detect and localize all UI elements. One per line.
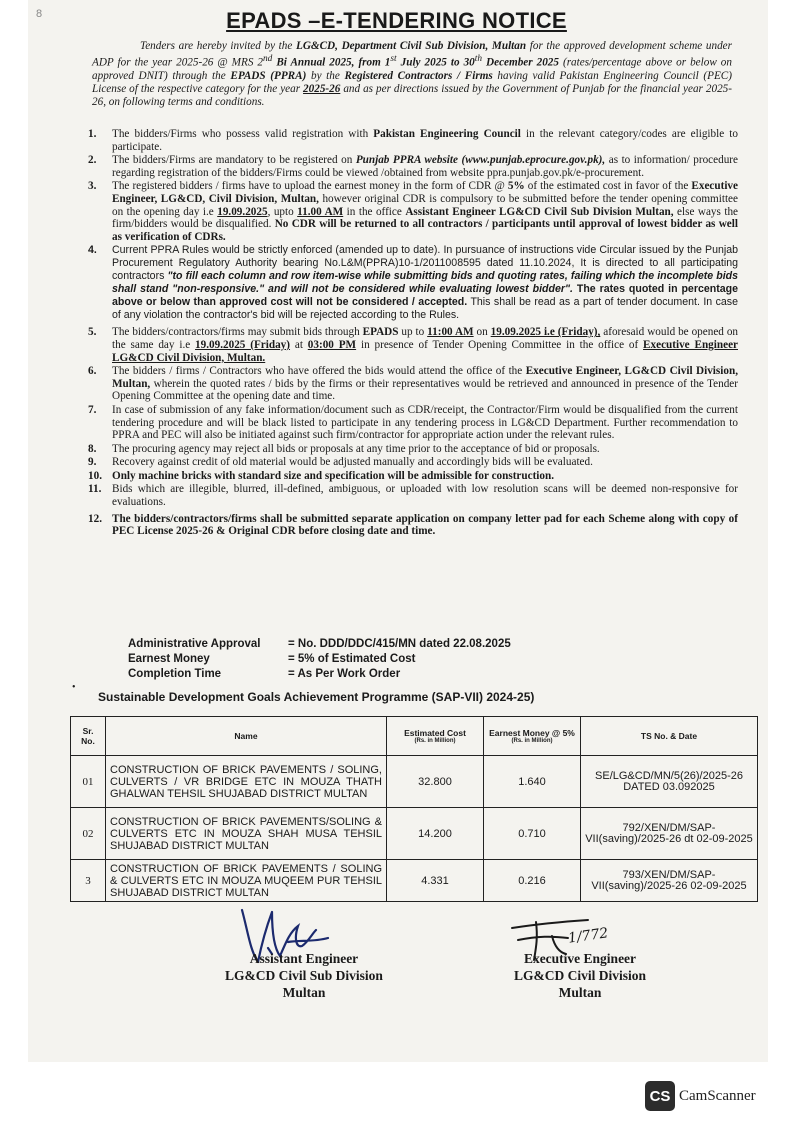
- table-row: [71, 756, 758, 808]
- camscanner-text: CamScanner: [679, 1087, 756, 1104]
- term-3: 3. The registered bidders / firms have to upload the earnest money in the form of CDR @ 5% of the estimated cost in favor of the Executive Engineer, LG&CD, Civil Division, Multan, however original CDR is compulsory to be submitted before the tender opening committee on the opening day i.e 19.09.2025, upto 11.00 AM in the office Assistant Engineer LG&CD Civil Sub Division Multan, else ways the firm/bidders would be disqualified. No CDR will be returned to all contractors / participants until approval of lowest bidder as well as verification of CDRs.: [88, 180, 739, 243]
- row-earnest: 1.640: [484, 756, 581, 808]
- camscanner-logo-icon: CS: [645, 1081, 675, 1111]
- term-11: 11. Bids which are illegible, blurred, ill-defined, ambiguous, or uploaded with low resolution scans will be deemed non-responsive for evaluations.: [88, 483, 738, 509]
- header-estimated-cost: Estimated Cost (Rs. in Million): [387, 717, 484, 756]
- table-header-row: [71, 717, 758, 756]
- notice-title: EPADS –E-TENDERING NOTICE: [226, 8, 567, 33]
- assistant-engineer-block: Assistant Engineer LG&CD Civil Sub Division Multan: [225, 951, 383, 1000]
- page-number: 8: [36, 8, 43, 20]
- row-name: CONSTRUCTION OF BRICK PAVEMENTS/SOLING & CULVERTS ETC IN MOUZA SHAH MUSA TEHSIL SHUJABAD DISTRICT MULTAN: [106, 808, 387, 860]
- term-10: 10. Only machine bricks with standard size and specification will be admissible for construction.: [88, 469, 555, 482]
- camscanner-watermark: [645, 1081, 756, 1111]
- intro-paragraph: Tenders are hereby invited by the LG&CD, Department Civil Sub Division, Multan for the approved development scheme under ADP for the year 2025-26 @ MRS 2nd Bi Annual 2025, from 1st July 2025 to 30th December 2025 (rates/percentage above or below on approved DNIT) through the EPADS (PPRA) by the Registered Contractors / Firms having valid Pakistan Engineering Council (PEC) License of the respective category for the year 2025-26 and as per directions issued by the Government of Punjab for the financial year 2025-26, on following terms and conditions.: [92, 40, 732, 108]
- term-7: 7. In case of submission of any fake information/document such as CDR/receipt, the Contractor/Firm would be disqualified from the current tendering procedure and will be black listed to participate in any tendering process in LG&CD Department. Further recommendation to PPRA and PEC will also be initiated against such firm/contractor for appropriate action under the relevant rules.: [88, 403, 738, 442]
- works-table: [70, 716, 758, 902]
- approval-details: [128, 637, 511, 682]
- programme-title: Sustainable Development Goals Achievement Programme (SAP-VII) 2024-25): [98, 690, 535, 704]
- earnest-money-value: = 5% of Estimated Cost: [288, 653, 416, 665]
- row-ts: SE/LG&CD/MN/5(26)/2025-26 DATED 03.092025: [581, 756, 758, 808]
- admin-approval-label: Administrative Approval: [128, 638, 261, 650]
- table-row: [71, 808, 758, 860]
- term-2: 2. The bidders/Firms are mandatory to be registered on Punjab PPRA website (www.punjab.eprocure.gov.pk), as to information/ procedure regarding registration of the bidders/Firms could be viewed /obtained from website ppra.punjab.gov.pk/e-procurement.: [88, 154, 738, 179]
- row-sr: 01: [71, 756, 106, 808]
- term-8: 8. The procuring agency may reject all bids or proposals at any time prior to the acceptance of bid or proposals.: [88, 442, 600, 455]
- row-ts: 792/XEN/DM/SAP-VII(saving)/2025-26 dt 02-09-2025: [581, 808, 758, 860]
- term-12: 12. The bidders/contractors/firms shall be submitted separate application on company letter pad for each Scheme along with copy of PEC License 2025-26 & Original CDR before closing date and time.: [88, 512, 738, 538]
- term-9: 9. Recovery against credit of old material would be adjusted manually and accordingly bids will be evaluated.: [88, 456, 593, 469]
- header-ts-no: TS No. & Date: [581, 717, 758, 756]
- term-6: 6. The bidders / firms / Contractors who have offered the bids would attend the office of the Executive Engineer, LG&CD Civil Division, Multan, wherein the quoted rates / bids by the firms or their representatives would be retrieved and announced in presence of the Tender Opening Committee at the opening date and time.: [88, 365, 738, 403]
- row-earnest: 0.710: [484, 808, 581, 860]
- handwritten-date: 1/772: [567, 925, 610, 947]
- row-cost: 4.331: [387, 860, 484, 902]
- row-sr: 3: [71, 860, 106, 902]
- row-sr: 02: [71, 808, 106, 860]
- term-5: 5. The bidders/contractors/firms may submit bids through EPADS up to 11:00 AM on 19.09.2025 i.e (Friday), aforesaid would be opened on the same day i.e 19.09.2025 (Friday) at 03:00 PM in presence of Tender Opening Committee in the office of Executive Engineer LG&CD Civil Division, Multan.: [88, 326, 739, 364]
- row-ts: 793/XEN/DM/SAP-VII(saving)/2025-26 02-09-2025: [581, 860, 758, 902]
- completion-time-label: Completion Time: [128, 668, 222, 680]
- header-name: Name: [106, 717, 387, 756]
- row-name: CONSTRUCTION OF BRICK PAVEMENTS / SOLING & CULVERTS ETC IN MOUZA MUQEEM PUR TEHSIL SHUJABAD DISTRICT MULTAN: [106, 860, 387, 902]
- earnest-money-label: Earnest Money: [128, 653, 210, 665]
- term-4: 4. Current PPRA Rules would be strictly enforced (amended up to date). In pursuance of instructions vide Circular issued by the Punjab Procurement Regulatory Authority bearing No.L&M(PPRA)10-1/2011008595 dated 11.10.2024, It is directed to all participating contractors "to fill each column and row item-wise while submitting bids and quoting rates, failing which the incomplete bids shall stand "non-responsive." and will not be considered while evaluating lowest bidder". The rates quoted in percentage above or below than approved cost will not be considered / accepted. This shall be read as a part of tender document. In case of any violation the contractor's bid will be rejected according to the Rules.: [88, 244, 739, 322]
- terms-list: [88, 128, 738, 539]
- row-cost: 14.200: [387, 808, 484, 860]
- row-cost: 32.800: [387, 756, 484, 808]
- row-earnest: 0.216: [484, 860, 581, 902]
- header-earnest-money: Earnest Money @ 5% (Rs. in Million): [484, 717, 581, 756]
- header-sr-no: Sr. No.: [71, 717, 106, 756]
- executive-engineer-block: Executive Engineer LG&CD Civil Division Multan: [513, 951, 646, 1000]
- term-1: 1. The bidders/Firms who possess valid registration with Pakistan Engineering Council in the relevant category/codes are eligible to participate.: [88, 128, 738, 153]
- row-name: CONSTRUCTION OF BRICK PAVEMENTS / SOLING, CULVERTS / VR BRIDGE ETC IN MOUZA THATH GHALWAN TEHSIL SHUJABAD DISTRICT MULTAN: [106, 756, 387, 808]
- admin-approval-value: = No. DDD/DDC/415/MN dated 22.08.2025: [288, 638, 511, 650]
- bullet-dot: •: [72, 682, 76, 693]
- completion-time-value: = As Per Work Order: [288, 668, 401, 680]
- table-row: [71, 860, 758, 902]
